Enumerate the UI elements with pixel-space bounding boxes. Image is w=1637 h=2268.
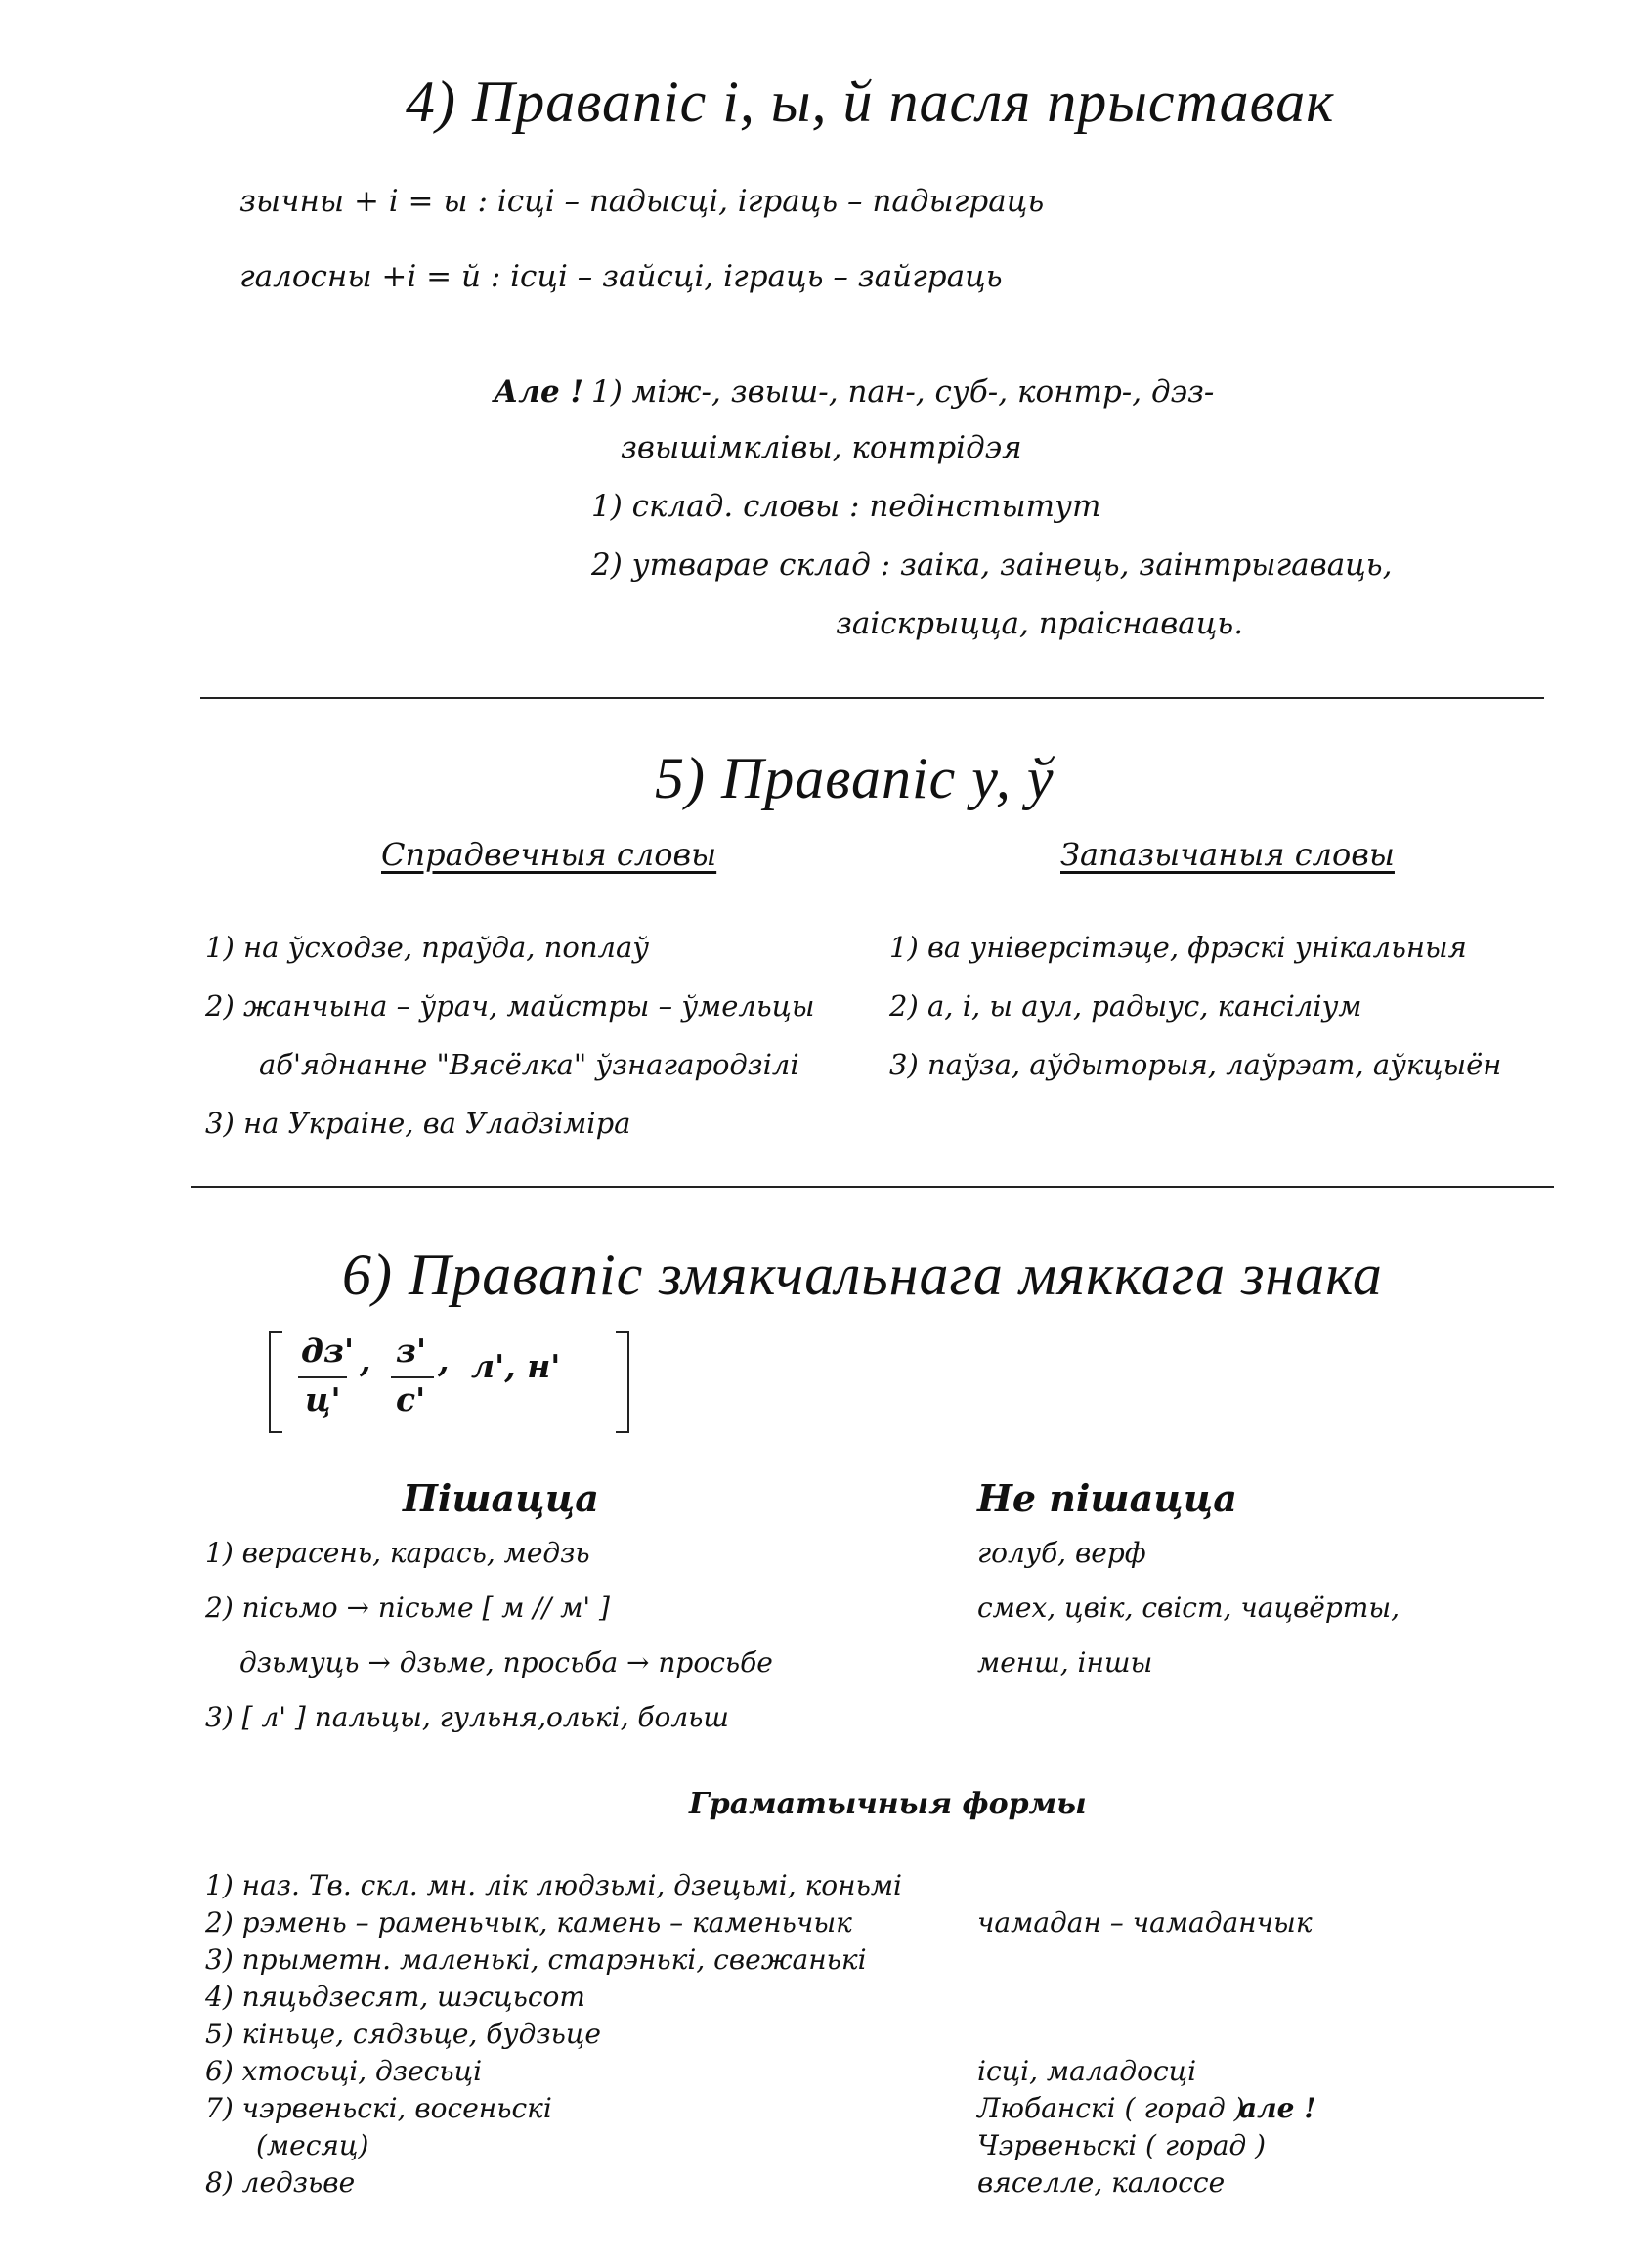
section4-ale-2: 1) склад. словы : педінстытут xyxy=(591,489,1101,524)
gram-right-6: ісці, маладосці xyxy=(977,2055,1197,2087)
section5-right-3: 3) паўза, аўдыторыя, лаўрэат, аўкцыён xyxy=(889,1048,1502,1081)
gram-left-1: 1) наз. Тв. скл. мн. лік людзьмі, дзецьмі, коньмі xyxy=(205,1869,903,1901)
frac2-bot: с' xyxy=(396,1380,426,1418)
gram-left-2: 2) рэмень – раменьчык, камень – каменьчык xyxy=(205,1906,852,1939)
section6-title: 6) Правапіс змякчальнага мяккага знака xyxy=(342,1243,1383,1307)
gram-left-7b: (месяц) xyxy=(256,2129,369,2161)
frac2-bar xyxy=(391,1376,434,1378)
section6-right-head: Не пішацца xyxy=(977,1476,1237,1520)
gram-left-8: 8) ледзьве xyxy=(205,2166,356,2199)
gram-left-5: 5) кіньце, сядзьце, будзьце xyxy=(205,2018,602,2050)
section6-left-3: дзьмуць → дзьме, просьба → просьбе xyxy=(239,1646,773,1679)
divider-2 xyxy=(191,1186,1554,1188)
section5-left-3: аб'яднанне "Вясёлка" ўзнагародзілі xyxy=(259,1048,799,1081)
frac1-bar xyxy=(298,1376,347,1378)
gram-head: Граматычныя формы xyxy=(689,1787,1087,1821)
right-bracket xyxy=(616,1331,629,1433)
frac1-top: дз' xyxy=(301,1331,355,1370)
frac1-bot: ц' xyxy=(305,1380,341,1418)
section5-right-1: 1) ва універсітэце, фрэскі унікальныя xyxy=(889,931,1467,964)
section5-left-2: 2) жанчына – ўрач, майстры – ўмельцы xyxy=(205,989,815,1023)
section6-right-1: голуб, верф xyxy=(977,1537,1146,1569)
section5-right-2: 2) а, і, ы аул, радыус, кансіліум xyxy=(889,989,1362,1023)
section4-ale-label: Але ! xyxy=(494,374,584,410)
section4-line2: галосны +і = й : ісці – зайсці, іграць – зайграць xyxy=(239,259,1003,294)
left-bracket xyxy=(269,1331,282,1433)
section6-left-4: 3) [ л' ] пальцы, гульня,олькі, больш xyxy=(205,1701,729,1733)
section6-left-head: Пішацца xyxy=(403,1476,599,1520)
gram-left-6: 6) хтосьці, дзесьці xyxy=(205,2055,483,2087)
section5-left-head: Спрадвечныя словы xyxy=(381,836,717,873)
section4-ale-3b: заіскрыцца, праіснаваць. xyxy=(836,606,1244,641)
gram-right-7: Любанскі ( горад ) xyxy=(977,2092,1245,2124)
section4-ale-3: 2) утварае склад : заіка, заінець, заінтрыгаваць, xyxy=(591,547,1393,583)
frac1-comma: , xyxy=(360,1341,371,1379)
section5-title: 5) Правапіс у, ў xyxy=(655,746,1055,810)
section4-line1: зычны + і = ы : ісці – падысці, іграць – падыграць xyxy=(239,184,1045,219)
gram-right-8: Чэрвеньскі ( горад ) xyxy=(977,2129,1267,2161)
section5-left-1: 1) на ўсходзе, праўда, поплаў xyxy=(205,931,650,964)
gram-right-2: чамадан – чамаданчык xyxy=(977,1906,1313,1939)
section4-title: 4) Правапіс і, ы, й пасля прыставак xyxy=(406,69,1335,134)
section5-left-4: 3) на Украіне, ва Уладзіміра xyxy=(205,1107,631,1140)
section6-left-1: 1) верасень, карась, медзь xyxy=(205,1537,590,1569)
frac2-top: з' xyxy=(396,1331,427,1370)
section6-right-3: менш, іншы xyxy=(977,1646,1153,1679)
gram-left-4: 4) пяцьдзесят, шэсцьсот xyxy=(205,1981,585,2013)
gram-left-7: 7) чэрвеньскі, восеньскі xyxy=(205,2092,552,2124)
gram-right-7-ale: але ! xyxy=(1239,2092,1316,2124)
gram-left-3: 3) прыметн. маленькі, старэнькі, свежанькі xyxy=(205,1943,867,1976)
section6-right-2: смех, цвік, свіст, чацвёрты, xyxy=(977,1592,1400,1624)
section4-ale-1b: звышімклівы, контрідэя xyxy=(621,430,1022,465)
section6-left-2: 2) пісьмо → пісьме [ м // м' ] xyxy=(205,1592,610,1624)
fraction-rest: л', н' xyxy=(471,1347,561,1385)
section4-ale-1: 1) між-, звыш-, пан-, суб-, контр-, дэз- xyxy=(591,374,1215,410)
gram-right-9: вяселле, калоссе xyxy=(977,2166,1226,2199)
frac2-comma: , xyxy=(438,1341,450,1379)
divider-1 xyxy=(200,697,1544,699)
section5-right-head: Запазычаныя словы xyxy=(1060,836,1395,873)
